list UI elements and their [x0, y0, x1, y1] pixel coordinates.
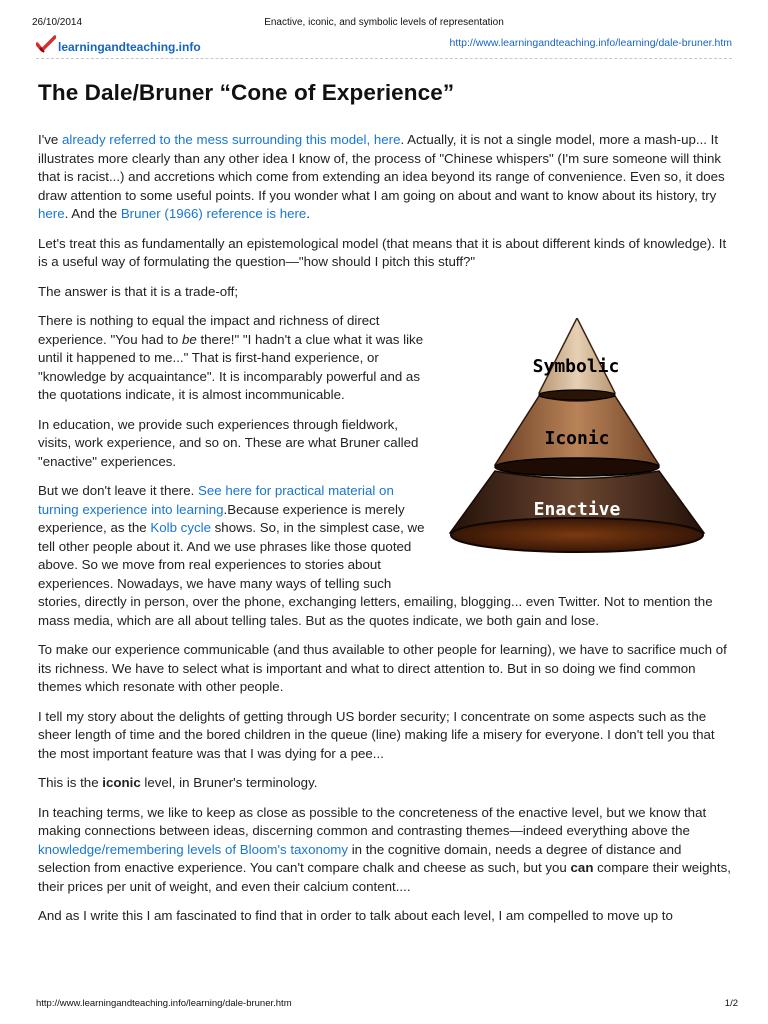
link-mess-referred[interactable]: already referred to the mess surrounding this model, here — [61, 132, 401, 147]
article-body — [38, 131, 732, 937]
text-bold: can — [570, 860, 594, 875]
link-history-here[interactable]: here — [38, 206, 65, 221]
cone-diagram — [446, 318, 708, 580]
print-date: 26/10/2014 — [32, 17, 83, 28]
page-number: 1/2 — [724, 998, 738, 1009]
footer-url: http://www.learningandteaching.info/learning/dale-bruner.htm — [36, 998, 292, 1009]
text: . Actually, it is not a single model, more a mash-up... It illustrates more clearly than any other idea I know of, the process of "Chinese whispers" (I'm sure someone will think that is racist...) and accretions which come from extending an idea beyond its range of convenience. Even so, it does draw attention to some useful points. If you wonder what I am going on about and want to know about its history, try — [38, 132, 725, 203]
paragraph-iconic-level — [38, 774, 732, 793]
print-header — [30, 15, 738, 29]
text: But we don't leave it there. — [38, 483, 198, 498]
paragraph-trade-off: The answer is that it is a trade-off; — [38, 283, 239, 299]
label-symbolic: Symbolic — [532, 356, 620, 377]
header-divider — [36, 58, 732, 59]
print-footer — [30, 998, 738, 1010]
text: there!" "I hadn't a clue what it was like until it happened to me..." That is first-hand experience, or "knowledge by acquaintance". It is incomparably powerful and as the quotations indicate, it is almost incommunicable. — [38, 331, 424, 402]
link-kolb-cycle[interactable]: Kolb cycle — [150, 520, 211, 535]
text: shows. So, in the simplest case, we tell other people about it. And we use phrases like those quoted above. So we move from real experiences to stories about experiences. Nowadays, we have many ways of telling such stories, directly in person, over the phone, exchanging letters, emailing, blogging... even Twitter. Not to mention the mass media, which are all about telling tales. But as the quotes indicate, we both gain and lose. — [38, 520, 713, 628]
text: .Because experience is merely experience, as the — [38, 501, 405, 535]
paragraph-teaching-terms — [38, 804, 732, 897]
tick-logo-icon — [36, 35, 56, 58]
paragraph-intro — [38, 131, 732, 224]
text-emphasis: be — [181, 331, 197, 347]
text: I've — [38, 132, 62, 147]
paragraph-communicable: To make our experience communicable (and thus available to other people for learning), we have to sacrifice much of its richness. We have to select what is important and what to direct attention to. But in so doing we find common themes which resonate with other people. — [38, 642, 727, 694]
paragraph-enactive: In education, we provide such experiences through fieldwork, visits, work experience, and so on. These are what Bruner called "enactive" experiences. — [38, 416, 419, 469]
text: level, in Bruner's terminology. — [140, 775, 318, 790]
text: compare their weights, their prices per unit of weight, and even their calcium content.... — [38, 860, 731, 894]
paragraph-closing: And as I write this I am fascinated to find that in order to talk about each level, I am compelled to move up to — [38, 908, 673, 923]
print-document-title: Enactive, iconic, and symbolic levels of representation — [264, 17, 504, 28]
site-url-link[interactable]: http://www.learningandteaching.info/learning/dale-bruner.htm — [449, 37, 732, 49]
text: in the cognitive domain, needs a degree of distance and selection from enactive experience. You can't compare chalk and cheese as such, but you — [38, 841, 682, 875]
site-bar — [30, 33, 738, 55]
paragraph-epistemological: Let's treat this as fundamentally an epistemological model (that means that it is about different kinds of knowledge). It is a useful way of formulating the question—"how should I pitch this stuff?" — [38, 235, 727, 269]
link-bruner-reference[interactable]: Bruner (1966) reference is here — [120, 206, 307, 221]
text: This is the — [38, 775, 103, 790]
cone-of-experience-figure — [446, 318, 708, 580]
cone-middle-disc — [495, 458, 659, 476]
cone-base-disc — [451, 518, 703, 552]
site-logo-link[interactable] — [36, 35, 201, 58]
text: . — [306, 206, 311, 221]
link-blooms-taxonomy[interactable]: knowledge/remembering levels of Bloom's taxonomy — [38, 841, 348, 857]
text: In teaching terms, we like to keep as close as possible to the concreteness of the enactive level, but we know that making connections between ideas, discerning common and contrasting themes—indeed everything above the — [38, 804, 707, 838]
site-name: learningandteaching.info — [58, 39, 201, 54]
label-iconic: Iconic — [544, 428, 610, 449]
text-bold: iconic — [102, 775, 141, 790]
paragraph-border-story: I tell my story about the delights of getting through US border security; I concentrate on some aspects such as the sheer length of time and the bored children in the queue (line) making life a misery for everyone. I don't tell you that the most important feature was that I was dying for a pee... — [38, 708, 715, 761]
link-practical-material[interactable]: See here for practical material on turning experience into learning — [38, 483, 394, 517]
text: . And the — [64, 206, 121, 221]
label-enactive: Enactive — [533, 499, 621, 520]
cone-top-disc — [539, 390, 615, 400]
text: There is nothing to equal the impact and richness of direct experience. "You had to — [38, 313, 380, 347]
page-title: The Dale/Bruner “Cone of Experience” — [38, 80, 455, 105]
